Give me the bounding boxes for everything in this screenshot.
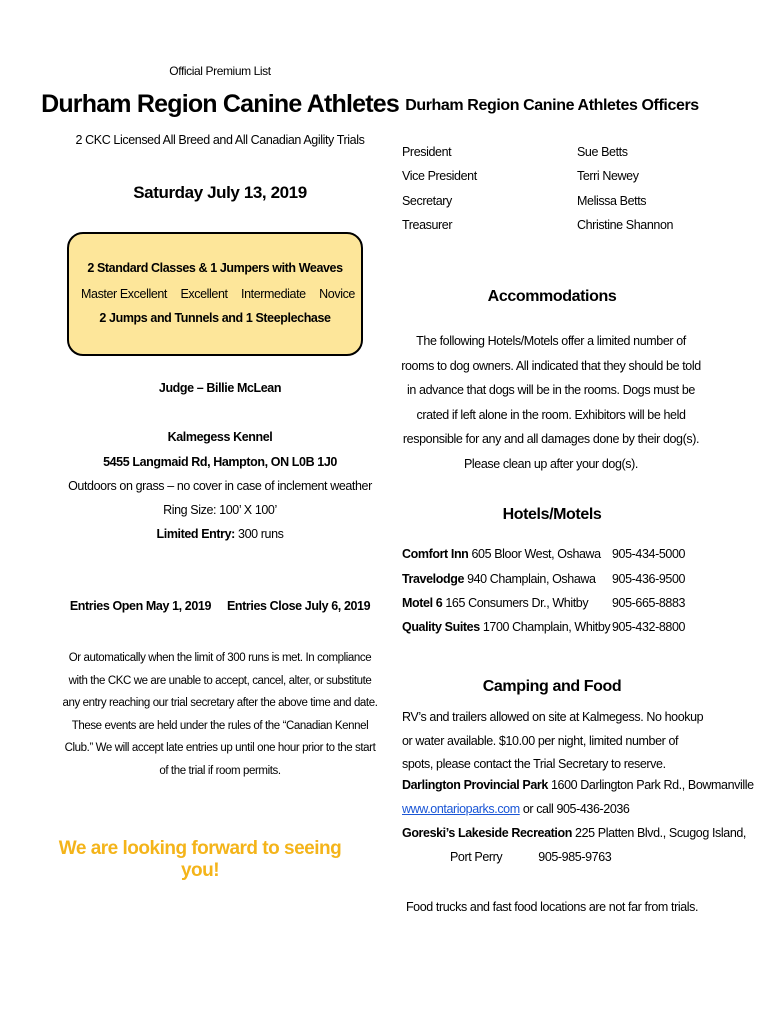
hotel-phone: 905-432-8800 [612,620,686,634]
ring-size: Ring Size: 100’ X 100’ [163,503,277,517]
venue-ground: Outdoors on grass – no cover in case of inclement weather [68,479,372,493]
hotel-phone: 905-434-5000 [612,547,686,561]
hotel-address: 605 Bloor West, Oshawa [468,547,601,561]
classes-standard: 2 Standard Classes & 1 Jumpers with Weaves [87,261,343,275]
limited-entry-value: 300 runs [234,527,284,541]
level-novice: Novice [319,287,355,301]
entries-open: Entries Open May 1, 2019 [69,599,211,613]
hotels-heading: Hotels/Motels [502,506,602,523]
document-label: Official Premium List [169,64,271,78]
park2-address: 225 Platten Blvd., Scugog Island, [571,826,746,840]
park2-name: Goreski’s Lakeside Recreation [402,826,572,840]
hotel-phone: 905-665-8883 [612,596,686,610]
officer-row [402,218,702,238]
hotel-name: Comfort Inn [402,547,469,561]
hotel-address: 1700 Champlain, Whitby [479,620,611,634]
officer-row [402,169,702,189]
classes-games: 2 Jumps and Tunnels and 1 Steeplechase [99,311,331,325]
hotel-name: Travelodge [402,572,464,586]
hotel-row [402,620,702,640]
officer-row [402,194,702,214]
officers-heading: Durham Region Canine Athletes Officers [405,97,699,114]
camping-heading: Camping and Food [482,678,622,695]
hotel-address: 165 Consumers Dr., Whitby [442,596,589,610]
venue-address: 5455 Langmaid Rd, Hampton, ON L0B 1J0 [103,455,337,469]
hotel-name: Motel 6 [402,596,443,610]
officer-name: Sue Betts [577,145,628,159]
hotel-phone: 905-436-9500 [612,572,686,586]
trial-date: Saturday July 13, 2019 [133,183,307,202]
hotel-name: Quality Suites [402,620,480,634]
officer-name: Christine Shannon [577,218,674,232]
closing-message: We are looking forward to seeing you! [58,838,342,881]
judge: Judge – Billie McLean [158,381,282,395]
food-note: Food trucks and fast food locations are not far from trials. [405,900,699,914]
limited-entry-label: Limited Entry: [156,527,235,541]
level-intermediate: Intermediate [241,287,306,301]
officer-role: President [402,145,452,159]
park2-phone: 905-985-9763 [538,850,612,864]
park1-name: Darlington Provincial Park [402,778,548,792]
accommodations-text: The following Hotels/Motels offer a limited number of rooms to dog owners. All indicated that they should be told in advance that dogs will be in the rooms. Dogs must be crated if left alone in the room. Exhibitors will be held responsible for any and all damages done by their dog(s). Please clean up after your dog(s). [401,334,701,471]
ontario-parks-link[interactable]: www.ontarioparks.com [402,802,520,816]
park2-contact [450,850,611,864]
park1-address: 1600 Darlington Park Rd., Bowmanville [547,778,754,792]
page-title: Durham Region Canine Athletes [41,90,399,118]
hotel-address: 940 Champlain, Oshawa [464,572,596,586]
hotel-row [402,572,702,592]
officer-role: Secretary [402,194,452,208]
venue-name: Kalmegess Kennel [167,430,273,444]
park1-phone: or call 905-436-2036 [519,802,630,816]
limited-entry [40,527,400,541]
park2-city: Port Perry [450,850,503,864]
level-master-excellent: Master Excellent [81,287,167,301]
park1 [402,778,754,792]
park2 [402,826,746,840]
entries-close: Entries Close July 6, 2019 [227,599,371,613]
classes-box [67,232,363,356]
entries-dates [40,599,400,613]
entry-policy: Or automatically when the limit of 300 runs is met. In compliance with the CKC we are unable to accept, cancel, alter, or substitute any entry reaching our trial secretary after the above time and date. These events are held under the rules of the “Canadian Kennel Club.” We will accept late entries up until one hour prior to the start of the trial if room permits. [62,652,378,777]
officer-name: Terri Newey [577,169,639,183]
officer-row [402,145,702,165]
officer-role: Vice President [402,169,477,183]
hotel-row [402,596,702,616]
class-levels [81,287,355,301]
level-excellent: Excellent [180,287,228,301]
accommodations-heading: Accommodations [487,288,617,305]
park1-contact [402,802,629,816]
officer-role: Treasurer [402,218,453,232]
camping-text: RV’s and trailers allowed on site at Kalmegess. No hookup or water available. $10.00 per night, limited number of spots, please contact the Trial Secretary to reserve. [402,710,704,771]
officer-name: Melissa Betts [577,194,647,208]
hotel-row [402,547,702,567]
page-subtitle: 2 CKC Licensed All Breed and All Canadian Agility Trials [75,133,365,147]
